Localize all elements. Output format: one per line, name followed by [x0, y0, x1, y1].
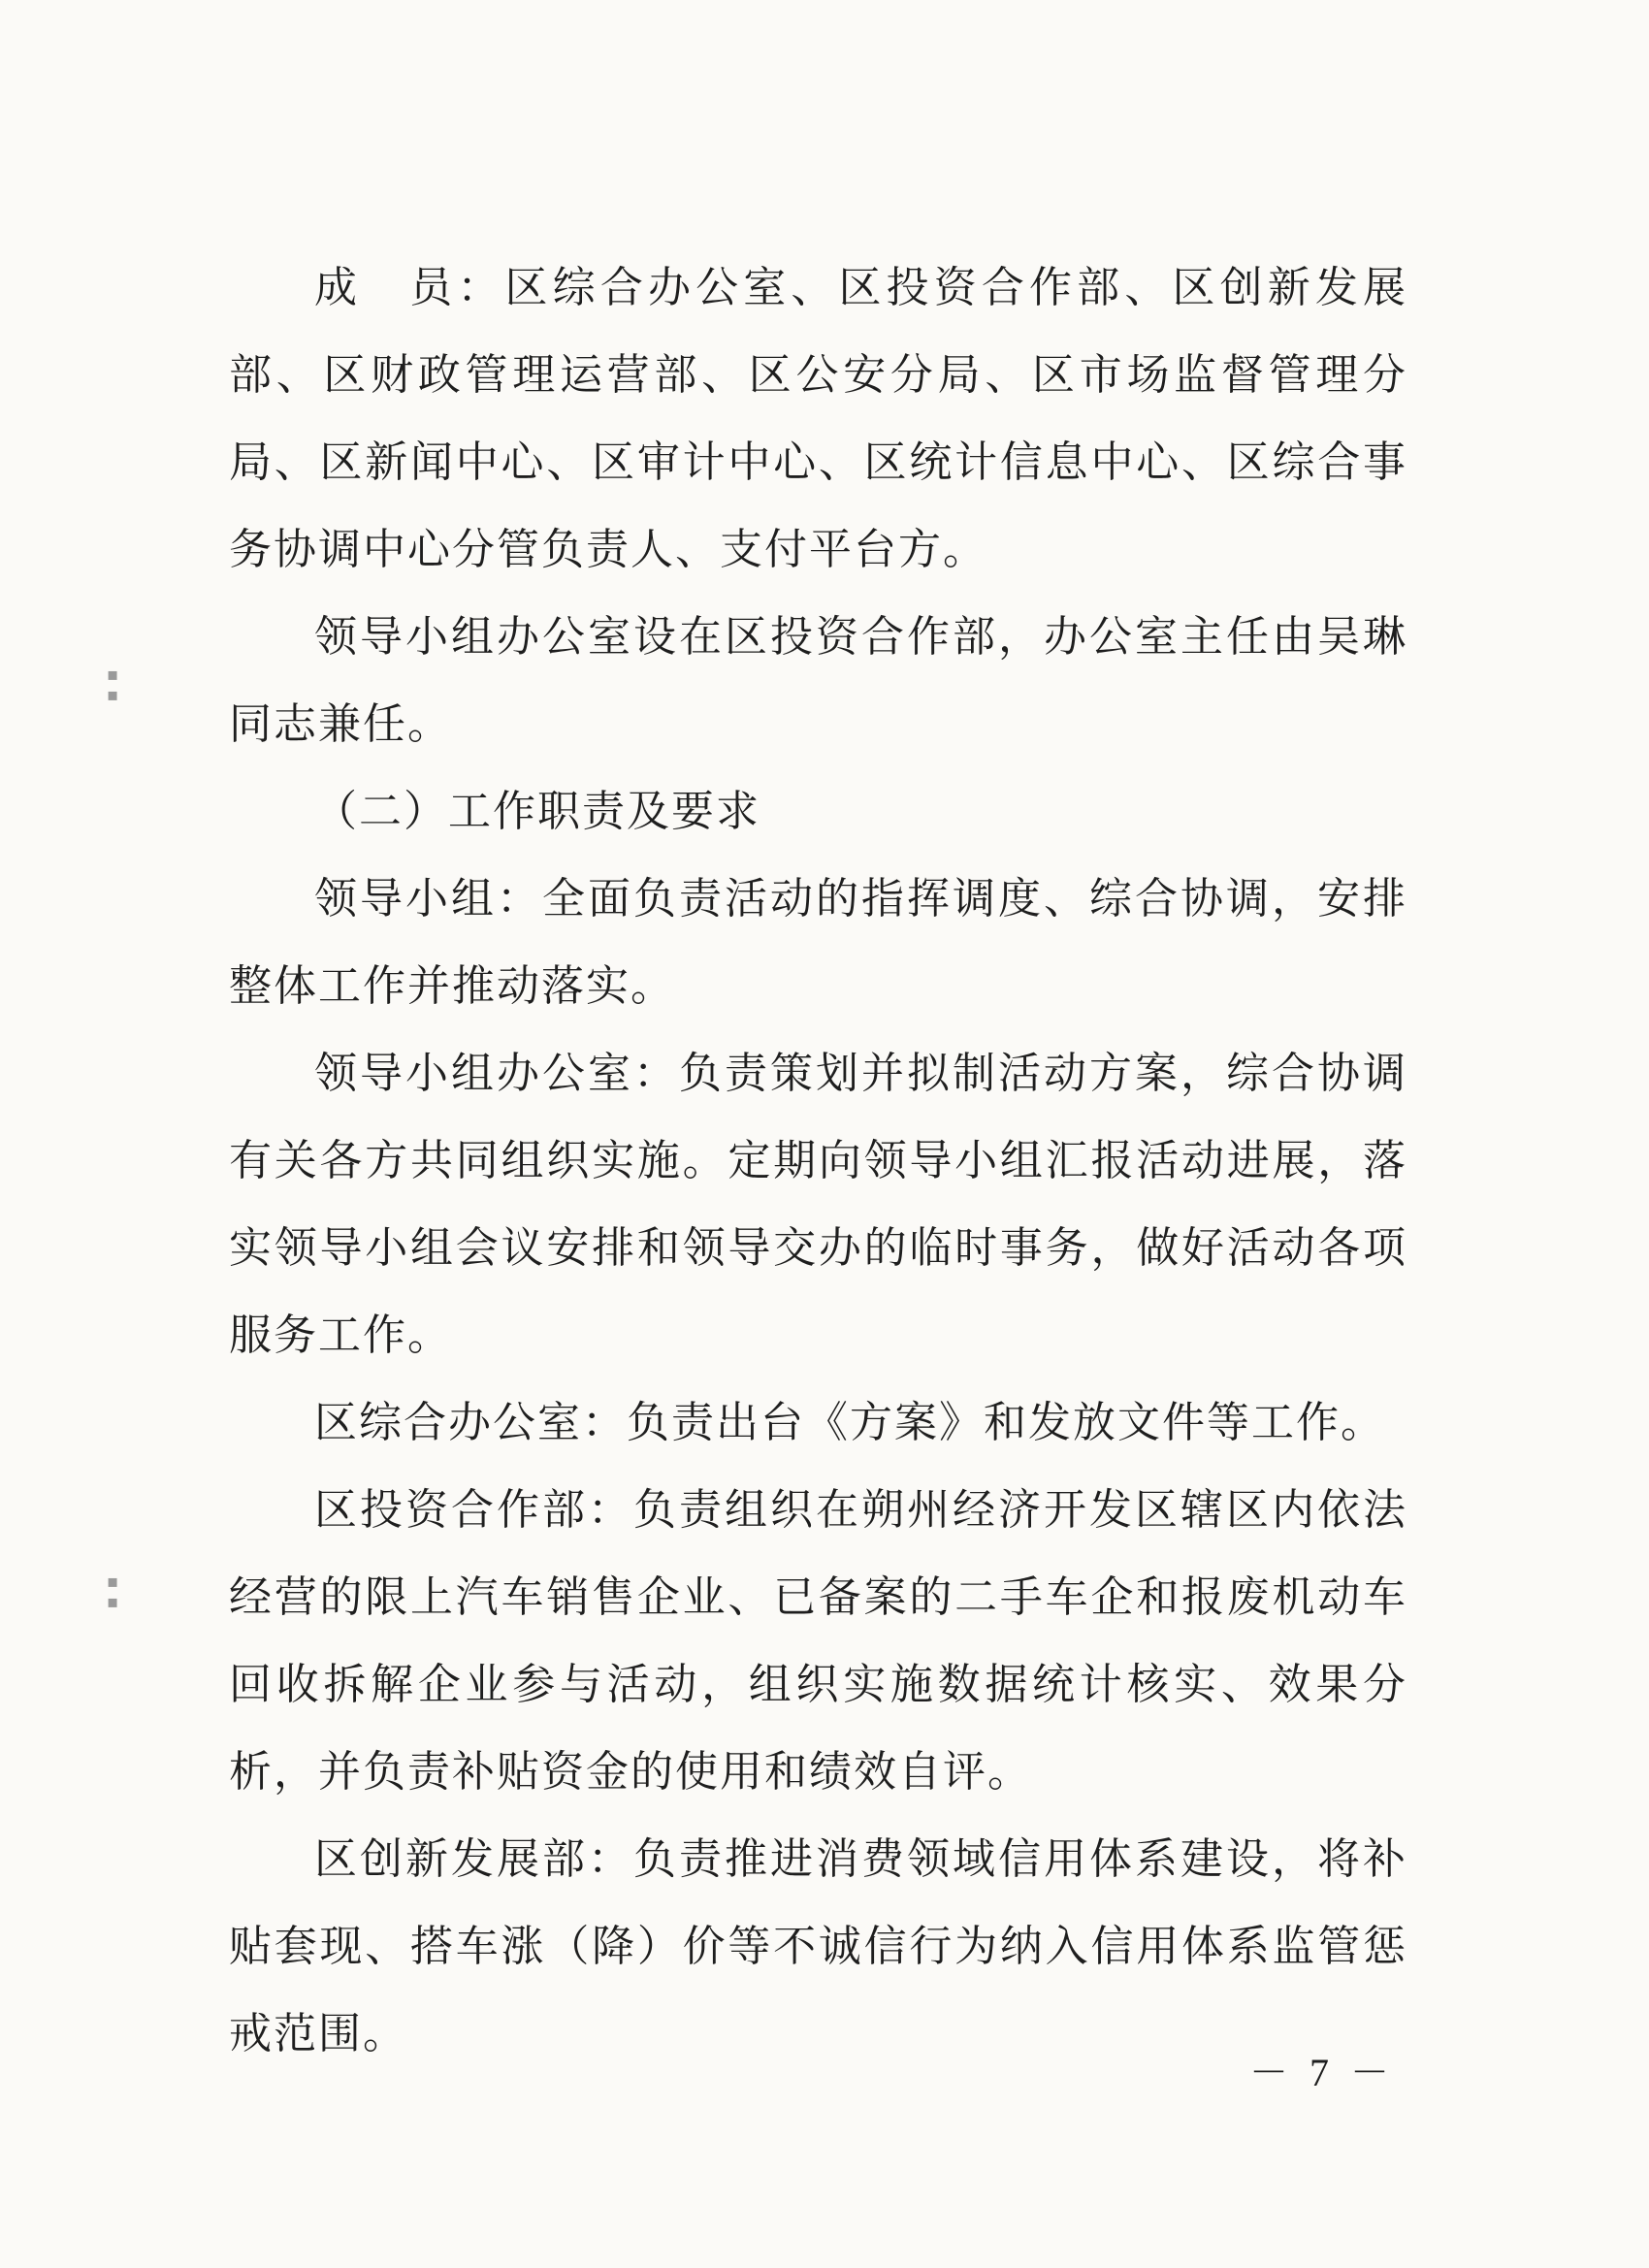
office-paragraph: 领导小组办公室设在区投资合作部，办公室主任由吴琳同志兼任。 — [229, 612, 1407, 749]
members-paragraph: 成 员：区综合办公室、区投资合作部、区创新发展部、区财政管理运营部、区公安分局、区市场监督管理分局、区新闻中心、区审计中心、区统计信息中心、区综合事务协调中心分管负责人、支付平台方。 — [229, 263, 1407, 574]
document-body — [229, 244, 1407, 2078]
binding-hole-mark: ▪ ▪ — [107, 664, 119, 705]
binding-hole-mark: ▪ ▪ — [107, 1571, 119, 1612]
duty-paragraph-group-office: 领导小组办公室：负责策划并拟制活动方案，综合协调有关各方共同组织实施。定期向领导小组汇报活动进展，落实领导小组会议安排和领导交办的临时事务，做好活动各项服务工作。 — [229, 1049, 1407, 1360]
duty-paragraph-innovation: 区创新发展部：负责推进消费领域信用体系建设，将补贴套现、搭车涨（降）价等不诚信行为纳入信用体系监管惩戒范围。 — [229, 1834, 1407, 2058]
duty-paragraph-leading-group: 领导小组：全面负责活动的指挥调度、综合协调，安排整体工作并推动落实。 — [229, 874, 1407, 1011]
duty-paragraph-investment: 区投资合作部：负责组织在朔州经济开发区辖区内依法经营的限上汽车销售企业、已备案的二手车企和报废机动车回收拆解企业参与活动，组织实施数据统计核实、效果分析，并负责补贴资金的使用和绩效自评。 — [229, 1485, 1407, 1797]
duty-paragraph-general-office: 区综合办公室：负责出台《方案》和发放文件等工作。 — [314, 1398, 1385, 1447]
section-heading: （二）工作职责及要求 — [314, 787, 760, 836]
page-number: － 7 － — [1249, 2051, 1395, 2094]
